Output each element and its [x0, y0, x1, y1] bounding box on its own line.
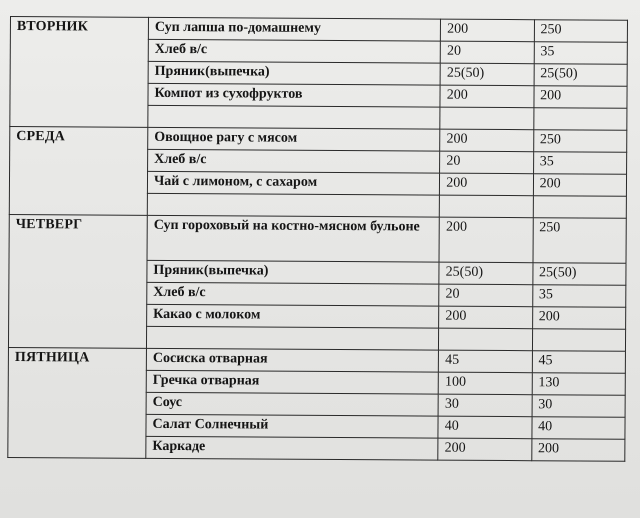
portion-small-cell: 20 — [440, 151, 533, 174]
dish-cell: Какао с молоком — [147, 304, 439, 328]
portion-small-cell: 200 — [441, 19, 534, 42]
dish-cell: Чай с лимоном, с сахаром — [147, 171, 439, 195]
portion-small-cell: 40 — [438, 416, 531, 439]
day-label-tuesday: ВТОРНИК — [10, 17, 149, 128]
dish-cell: Суп лапша по-домашнему — [148, 17, 440, 41]
portion-large-cell: 250 — [533, 130, 627, 153]
portion-large-cell: 200 — [533, 174, 627, 197]
empty-cell — [533, 196, 627, 219]
day-label-wednesday: СРЕДА — [9, 127, 148, 216]
empty-cell — [148, 105, 440, 129]
table-row — [9, 214, 626, 263]
portion-large-cell: 200 — [531, 439, 625, 462]
table-row — [10, 17, 627, 43]
dish-cell: Овощное рагу с мясом — [148, 127, 440, 151]
empty-cell — [147, 193, 439, 217]
portion-small-cell: 100 — [438, 372, 531, 395]
portion-large-cell: 250 — [534, 20, 628, 43]
empty-cell — [146, 326, 438, 350]
dish-cell: Хлеб в/с — [148, 149, 440, 173]
portion-small-cell: 30 — [438, 394, 531, 417]
dish-cell: Пряник(выпечка) — [148, 61, 440, 85]
portion-large-cell: 40 — [532, 417, 626, 440]
portion-large-cell: 250 — [533, 218, 627, 264]
empty-cell — [440, 195, 533, 218]
table-row — [10, 127, 627, 153]
portion-large-cell: 200 — [534, 86, 628, 109]
portion-small-cell: 20 — [440, 41, 533, 64]
day-label-friday: ПЯТНИЦА — [8, 347, 147, 458]
dish-cell: Хлеб в/с — [148, 39, 440, 63]
portion-small-cell: 25(50) — [439, 262, 532, 285]
portion-small-cell: 25(50) — [440, 63, 533, 86]
empty-cell — [440, 107, 533, 130]
empty-cell — [533, 108, 627, 131]
portion-large-cell: 45 — [532, 351, 626, 374]
dish-cell: Соус — [146, 392, 438, 416]
portion-large-cell: 200 — [532, 307, 626, 330]
portion-small-cell: 200 — [440, 173, 533, 196]
portion-large-cell: 25(50) — [534, 64, 628, 87]
dish-cell: Компот из сухофруктов — [148, 83, 440, 107]
portion-small-cell: 45 — [439, 350, 532, 373]
dish-cell: Суп гороховый на костно-мясном бульоне — [147, 215, 440, 262]
dish-cell: Каркаде — [146, 436, 438, 460]
empty-cell — [439, 328, 532, 351]
portion-large-cell: 25(50) — [532, 263, 626, 286]
portion-large-cell: 30 — [532, 395, 626, 418]
portion-large-cell: 130 — [532, 373, 626, 396]
portion-small-cell: 200 — [440, 85, 533, 108]
portion-small-cell: 200 — [439, 306, 532, 329]
portion-small-cell: 200 — [438, 438, 531, 461]
dish-cell: Салат Солнечный — [146, 414, 438, 438]
dish-cell: Сосиска отварная — [146, 348, 438, 372]
portion-large-cell: 35 — [533, 152, 627, 175]
portion-small-cell: 200 — [440, 129, 533, 152]
dish-cell: Гречка отварная — [146, 370, 438, 394]
portion-small-cell: 20 — [439, 284, 532, 307]
menu-table — [7, 16, 628, 462]
table-row — [8, 347, 625, 373]
dish-cell: Пряник(выпечка) — [147, 260, 439, 284]
portion-small-cell: 200 — [439, 217, 533, 263]
dish-cell: Хлеб в/с — [147, 282, 439, 306]
day-label-thursday: ЧЕТВЕРГ — [8, 214, 147, 348]
empty-cell — [532, 329, 626, 352]
portion-large-cell: 35 — [532, 285, 626, 308]
portion-large-cell: 35 — [534, 42, 628, 65]
